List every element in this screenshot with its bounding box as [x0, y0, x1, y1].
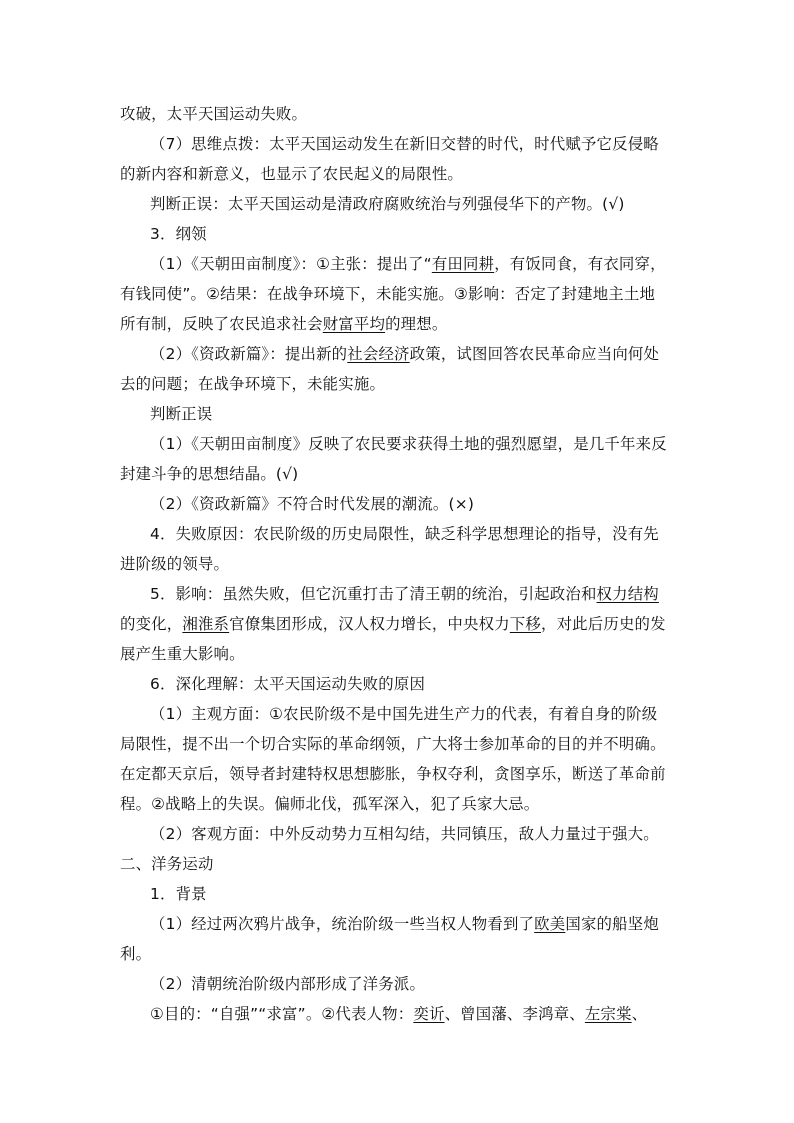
underlined-term: 欧美: [534, 915, 566, 933]
text-line: 5．影响：虽然失败，但它沉重打击了清王朝的统治，引起政治和权力结构: [150, 585, 659, 603]
text-line: （2）《资政新篇》不符合时代发展的潮流。(×): [150, 495, 475, 513]
section-heading: 6．深化理解：太平天国运动失败的原因: [150, 675, 426, 693]
text-line: 程。②战略上的失误。偏师北伐，孤军深入，犯了兵家大忌。: [120, 795, 540, 813]
section-heading: 判断正误: [150, 405, 213, 423]
section-heading: 3．纲领: [150, 225, 207, 243]
underlined-term: 权力结构: [596, 585, 659, 603]
text-line: 在定都天京后，领导者封建特权思想膨胀，争权夺利，贪图享乐，断送了革命前: [120, 765, 666, 783]
text-line: 进阶级的领导。: [120, 555, 230, 573]
text-line: （1）主观方面：①农民阶级不是中国先进生产力的代表，有着自身的阶级: [150, 705, 658, 723]
text-line: 展产生重大影响。: [120, 645, 245, 663]
text-line: 去的问题；在战争环境下，未能实施。: [120, 375, 386, 393]
underlined-term: 社会经济: [347, 345, 410, 363]
text-line: 所有制，反映了农民追求社会财富平均的理想。: [120, 315, 448, 333]
text-line: 局限性，提不出一个切合实际的革命纲领，广大将士参加革命的目的并不明确。: [120, 735, 666, 753]
underlined-term: 奕䜣: [413, 1005, 445, 1023]
text-line: （1）经过两次鸦片战争，统治阶级一些当权人物看到了欧美国家的船坚炮: [150, 915, 659, 933]
text-line: （7）思维点拨：太平天国运动发生在新旧交替的时代，时代赋予它反侵略: [150, 135, 659, 153]
text-line: （2）客观方面：中外反动势力互相勾结，共同镇压，敌人力量过于强大。: [150, 825, 659, 843]
text-line: （1）《天朝田亩制度》反映了农民要求获得土地的强烈愿望，是几千年来反: [150, 435, 667, 453]
text-line: （2）《资政新篇》：提出新的社会经济政策，试图回答农民革命应当向何处: [150, 345, 660, 363]
text-line: 判断正误：太平天国运动是清政府腐败统治与列强侵华下的产物。(√): [150, 195, 625, 213]
text-line: （2）清朝统治阶级内部形成了洋务派。: [150, 975, 426, 993]
underlined-term: 有田同耕: [431, 255, 495, 273]
text-line: 封建斗争的思想结晶。(√): [120, 465, 299, 483]
section-heading: 二、洋务运动: [120, 855, 214, 873]
underlined-term: 左宗棠: [584, 1005, 632, 1023]
text-line: 有钱同使”。②结果：在战争环境下，未能实施。③影响：否定了封建地主土地: [120, 285, 656, 303]
underlined-term: 下移: [509, 615, 541, 633]
text-line: （1）《天朝田亩制度》：①主张：提出了“有田同耕，有饭同食，有衣同穿，: [150, 255, 666, 273]
text-line: 4．失败原因：农民阶级的历史局限性，缺乏科学思想理论的指导，没有先: [150, 525, 659, 543]
text-line: ①目的：“自强”“求富”。②代表人物：奕䜣、曾国藩、李鸿章、左宗棠、: [150, 1005, 648, 1023]
underlined-term: 湘淮系: [182, 615, 230, 633]
text-line: 的新内容和新意义，也显示了农民起义的局限性。: [120, 165, 463, 183]
text-line: 利。: [120, 945, 152, 963]
section-heading: 1．背景: [150, 885, 207, 903]
text-line: 攻破，太平天国运动失败。: [120, 105, 308, 123]
underlined-term: 财富平均: [322, 315, 386, 333]
text-line: 的变化，湘淮系官僚集团形成，汉人权力增长，中央权力下移，对此后历史的发: [120, 615, 666, 633]
